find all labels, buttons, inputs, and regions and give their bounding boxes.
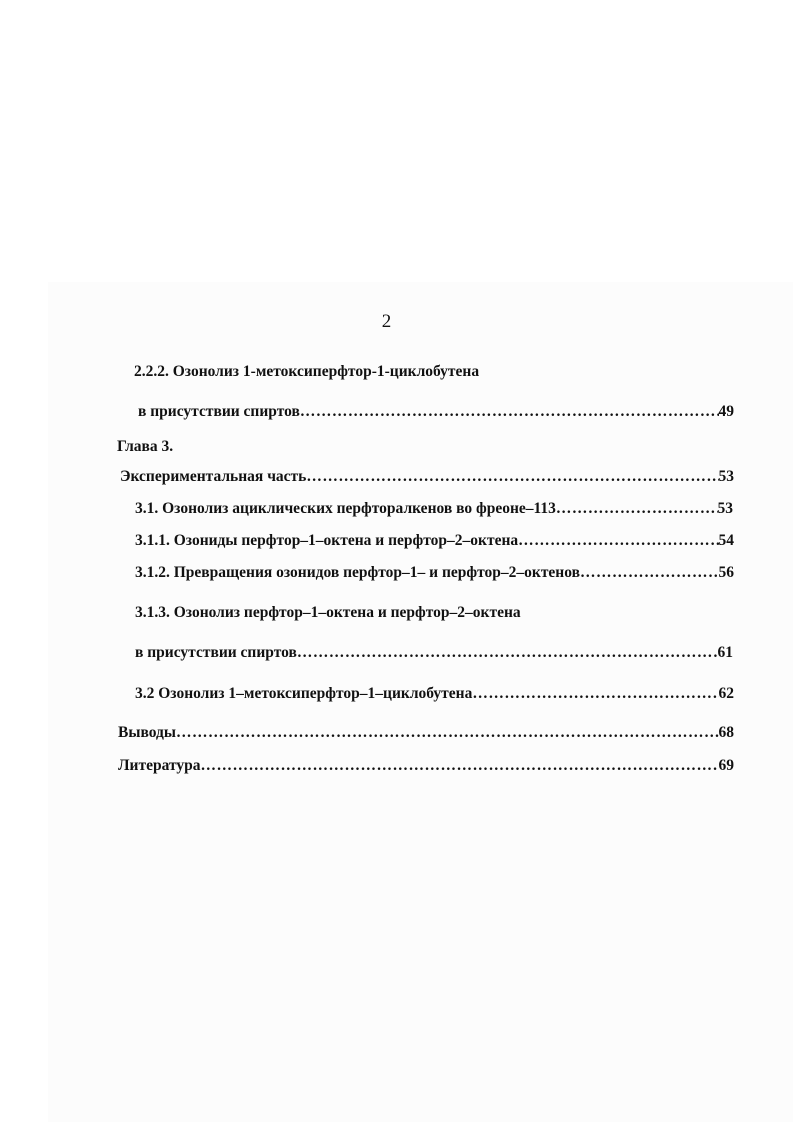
page-number: 2 bbox=[381, 311, 392, 332]
toc-entry-label: Глава 3. bbox=[117, 438, 174, 455]
dot-leader bbox=[556, 499, 718, 519]
toc-entry-page: 62 bbox=[718, 685, 734, 702]
toc-entry-page: 56 bbox=[718, 564, 734, 581]
dot-leader bbox=[297, 643, 718, 663]
dot-leader bbox=[300, 402, 719, 422]
toc-entry-label: Экспериментальная часть bbox=[120, 468, 307, 485]
toc-entry-conclusions[interactable] bbox=[118, 723, 734, 743]
toc-entry-3-1-3[interactable] bbox=[135, 643, 733, 663]
toc-entry-label: Литература bbox=[118, 757, 201, 774]
toc-entry-page: 61 bbox=[717, 644, 733, 661]
toc-entry-3-1-1[interactable] bbox=[135, 531, 734, 551]
dot-leader bbox=[200, 756, 718, 776]
dot-leader bbox=[306, 467, 718, 487]
toc-entry-label: 3.2 Озонолиз 1–метоксиперфтор–1–циклобутена bbox=[135, 685, 473, 702]
toc-entry-references[interactable] bbox=[118, 756, 734, 776]
toc-entry-label: 2.2.2. Озонолиз 1-метоксиперфтор-1-циклобутена bbox=[134, 363, 480, 380]
dot-leader bbox=[580, 563, 719, 583]
toc-entry-label: в присутствии спиртов bbox=[138, 403, 300, 420]
toc-entry-3-1-3-title bbox=[135, 603, 521, 623]
toc-entry-label: в присутствии спиртов bbox=[135, 644, 297, 661]
toc-entry-3-1-2[interactable] bbox=[135, 563, 734, 583]
toc-entry-label: 3.1.3. Озонолиз перфтор–1–октена и перфтор–2–октена bbox=[135, 604, 521, 621]
dot-leader bbox=[518, 531, 718, 551]
toc-entry-3-2[interactable] bbox=[135, 684, 734, 704]
toc-entry-page: 68 bbox=[718, 724, 734, 741]
dot-leader bbox=[176, 723, 719, 743]
toc-entry-page: 53 bbox=[718, 468, 734, 485]
toc-entry-label: Выводы bbox=[118, 724, 176, 741]
toc-entry-page: 53 bbox=[717, 500, 733, 517]
dot-leader bbox=[472, 684, 718, 704]
toc-entry-label: 3.1.2. Превращения озонидов перфтор–1– и перфтор–2–октенов bbox=[135, 564, 580, 581]
toc-entry-page: 69 bbox=[718, 757, 734, 774]
toc-entry-label: 3.1.1. Озониды перфтор–1–октена и перфтор–2–октена bbox=[135, 532, 519, 549]
toc-entry-2-2-2[interactable] bbox=[138, 402, 734, 422]
toc-entry-chapter-3[interactable] bbox=[120, 467, 734, 487]
toc-entry-label: 3.1. Озонолиз ациклических перфторалкенов во фреоне–113 bbox=[135, 500, 556, 517]
toc-entry-page: 54 bbox=[718, 532, 734, 549]
toc-entry-chapter-3-title bbox=[117, 437, 173, 457]
toc-entry-2-2-2-title bbox=[134, 362, 479, 382]
toc-entry-page: 49 bbox=[718, 403, 734, 420]
toc-entry-3-1[interactable] bbox=[135, 499, 733, 519]
